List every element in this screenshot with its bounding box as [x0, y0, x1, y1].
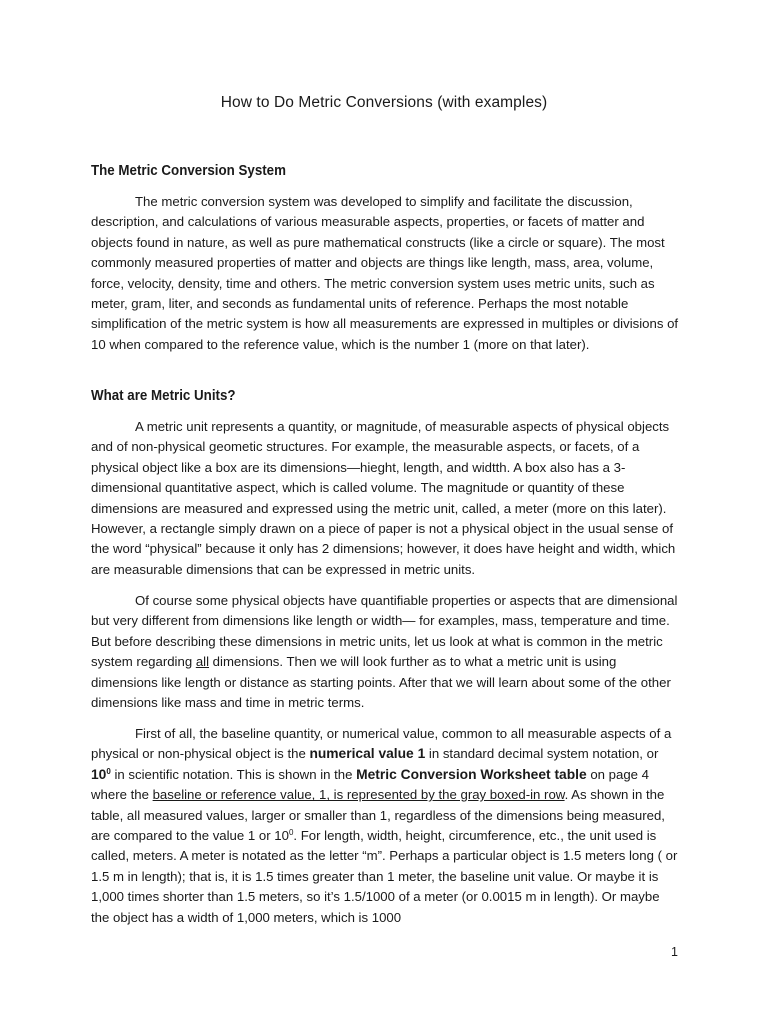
- document-title: How to Do Metric Conversions (with examples): [220, 94, 548, 111]
- paragraph-text-part3: in scientific notation. This is shown in the: [110, 766, 357, 782]
- paragraph-text: The metric conversion system was developed to simplify and facilitate the discussion, description, and calculations of various measurable aspects, properties, or facets of matter and objects found in nature, as well as pure mathematical constructs (like a circle or square). The most commonly measured properties of matter and objects are things like length, mass, area, volume, force, velocity, density, time and others. The metric conversion system uses metric units, such as meter, gram, liter, and seconds as fundamental units of reference. Perhaps the most notable simplification of the metric system is how all measurements are expressed in multiples or divisions of 10 when compared to the reference value, which is the number 1 (more on that later).: [91, 194, 679, 352]
- paragraph-baseline-quantity: [91, 724, 681, 928]
- page-number: 1: [671, 945, 678, 959]
- paragraph-physical-objects: [91, 591, 681, 713]
- paragraph-text-part4: on page 4 where the: [91, 766, 650, 803]
- paragraph-text-before: Of course some physical objects have quantifiable properties or aspects that are dimensional but very different from dimensions like length or width— for examples, mass, temperature and time. But before describing these dimensions in metric units, let us look at what is common in the metric system regarding: [91, 593, 678, 670]
- paragraph-text-part2: in standard decimal system notation, or: [425, 746, 659, 762]
- power-exponent: 0: [106, 766, 111, 776]
- underlined-baseline-row: baseline or reference value, 1, is represented by the gray boxed-in row: [152, 787, 565, 803]
- paragraph-metric-conversion-system: [91, 192, 681, 355]
- power-exponent-2: 0: [288, 828, 294, 838]
- bold-worksheet-table: Metric Conversion Worksheet table: [356, 766, 587, 782]
- bold-numerical-value: numerical value 1: [309, 746, 426, 762]
- paragraph-text-part5: . As shown in the table, all measured values, larger or smaller than 1, regardless of the dimensions being measured, are compared to the value 1 or 10: [91, 787, 665, 844]
- paragraph-text-part1: First of all, the baseline quantity, or numerical value, common to all measurable aspects of a physical or non-physical object is the: [91, 726, 672, 762]
- paragraph-text-part6: . For length, width, height, circumference, etc., the unit used is called, meters. A meter is notated as the letter “m”. Perhaps a particular object is 1.5 meters long ( or 1.5 m in length); that is, it is 1.5 times greater than 1 meter, the baseline unit value. Or maybe it is 1,000 times shorter than 1.5 meters, so it’s 1.5/1000 of a meter (or 0.0015 m in length). Or maybe the object has a width of 1,000 meters, which is 1000: [91, 828, 678, 925]
- bold-ten-power: [91, 767, 111, 782]
- section-heading-metric-conversion-system: The Metric Conversion System: [91, 163, 286, 179]
- section-heading-what-are-metric-units: What are Metric Units?: [91, 388, 236, 404]
- underlined-word: all: [195, 654, 210, 670]
- paragraph-text: A metric unit represents a quantity, or magnitude, of measurable aspects of physical objects and of non-physical geometic structures. For example, the measurable aspects, or facets, of a physical object like a box are its dimensions—hieght, length, and widtth. A box also has a 3-dimensional quantitative aspect, which is called volume. The magnitude or quantity of these dimensions are measured and expressed using the metric unit, called, a meter (more on this later). However, a rectangle simply drawn on a piece of paper is not a physical object in the usual sense of the word “physical” because it only has 2 dimensions; however, it does have height and width, which are measurable dimensions that can be expressed in metric units.: [91, 419, 676, 577]
- power-base: 10: [91, 766, 107, 782]
- paragraph-metric-unit-definition: [91, 417, 681, 580]
- paragraph-text-after: dimensions. Then we will look further as to what a metric unit is using dimensions like length or distance as starting points. After that we will learn about some of the other dimensions like mass and time in metric terms.: [91, 654, 671, 711]
